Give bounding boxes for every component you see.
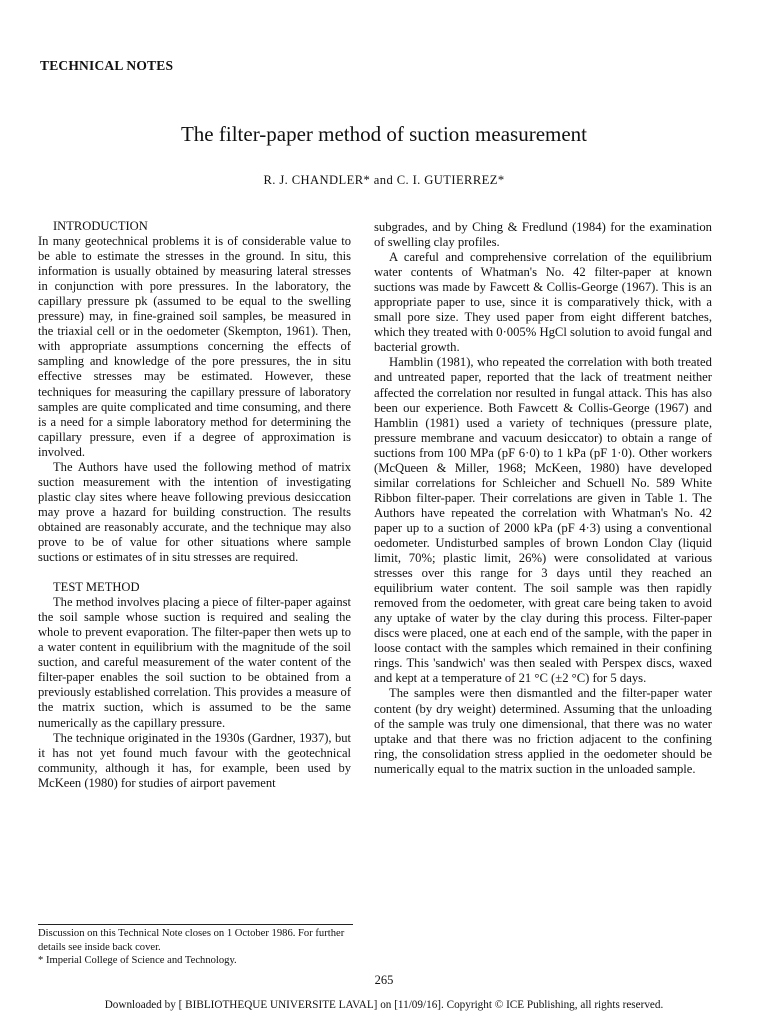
footnote-divider [38,924,353,925]
footnote-discussion: Discussion on this Technical Note closes on 1 October 1986. For further details see inside back cover. [38,928,345,953]
left-column [38,219,351,791]
footnote-affiliation: * Imperial College of Science and Technology. [38,955,237,967]
introduction-paragraph-1: In many geotechnical problems it is of considerable value to be able to estimate the stresses in the ground. In situ, this information is usually obtained by measuring lateral stresses in conjunction with pore pressures. In the laboratory, the capillary pressure pk (assumed to be equal to the swelling pressure) may, in fine-grained soil samples, be measured in the triaxial cell or in the oedometer (Skempton, 1961). Then, with appropriate assumptions concerning the effects of sampling and knowledge of the pore pressures, the in situ effective stresses may be estimated. However, these techniques for measuring the capillary pressure of laboratory samples are quite complicated and time consuming, and there is a need for a simple laboratory method for determining the capillary pressure, even if a degree of approximation is involved. [38,234,351,459]
test-method-paragraph-2: The technique originated in the 1930s (Gardner, 1937), but it has not yet found much favour with the geotechnical community, although it has, for example, been used by McKeen (1980) for studies of airport pavement [38,730,351,790]
introduction-paragraph-2: The Authors have used the following method of matrix suction measurement with the intention of investigating plastic clay sites where heave following previous desiccation may prove a hazard for building construction. The results obtained are reasonably accurate, and the technique may also prove to be of value for other situations where sample suctions or estimates of in situ stresses are required. [38,459,351,565]
page-number: 265 [374,973,394,987]
section-label: TECHNICAL NOTES [40,58,174,73]
right-paragraph-1: A careful and comprehensive correlation of the equilibrium water contents of Whatman's No. 42 filter-paper at known suctions was made by Fawcett & Collis-George (1967). This is an appropriate paper to use, since it is comparatively thick, with a small pore size. They used paper from eight different batches, which they treated with 0·005% HgCl solution to avoid fungal and bacterial growth. [374,250,712,355]
right-paragraph-continued: subgrades, and by Ching & Fredlund (1984) for the examination of swelling clay profiles. [374,220,712,250]
right-paragraph-2: Hamblin (1981), who repeated the correlation with both treated and untreated paper, reported that the lack of treatment neither affected the correlation nor resulted in fungal attack. This has also been our experience. Both Fawcett & Collis-George (1967) and Hamblin (1981) used a variety of techniques (pressure plate, pressure membrane and vacuum desiccator) to obtain a range of suctions from 100 MPa (pF 6·0) to 1 kPa (pF 1·0). Other workers (McQueen & Miller, 1968; McKeen, 1980) have developed similar correlations for Schleicher and Schuell No. 589 White Ribbon filter-paper. Their correlations are given in Table 1. The Authors have repeated the correlation with Whatman's No. 42 paper up to a suction of 2000 kPa (pF 4·3) using a conventional oedometer. Undisturbed samples of brown London Clay (liquid limit, 70%; plastic limit, 26%) were consolidated at various stresses over this range for 3 days until they reached an equilibrium water content. The soil sample was then rapidly removed from the oedometer, with great care being taken to avoid any uptake of water by the clay during this process. Filter-paper discs were placed, one at each end of the sample, with the paper in loose contact with the samples which remained in their confining rings. This 'sandwich' was then sealed with Perspex discs, waxed and kept at a temperature of 21 °C (±2 °C) for 5 days. [374,355,712,686]
download-notice: Downloaded by [ BIBLIOTHEQUE UNIVERSITE LAVAL] on [11/09/16]. Copyright © ICE Publishing, all rights reserved. [104,999,664,1011]
right-paragraph-3: The samples were then dismantled and the filter-paper water content (by dry weight) determined. Assuming that the unloading of the sample was truly one dimensional, that there was no water uptake and that there was no friction adjacent to the confining ring, the consolidation stress applied in the oedometer should be numerically equal to the matrix suction in the unloaded sample. [374,686,712,776]
article-title: The filter-paper method of suction measurement [180,122,587,146]
test-method-paragraph-1: The method involves placing a piece of filter-paper against the soil sample whose suction is required and sealing the whole to prevent evaporation. The filter-paper then wets up to a water content in equilibrium with the magnitude of the soil suction, and careful measurement of the water content of the filter-paper enables the soil suction to be obtained from a previously established correlation. This provides a measure of the matrix suction, which is assumed to be the same numerically as the capillary pressure. [38,595,351,730]
test-method-heading: TEST METHOD [53,580,140,595]
footnotes [38,927,353,968]
introduction-heading: INTRODUCTION [53,219,148,233]
right-column [374,220,712,777]
article-authors: R. J. CHANDLER* and C. I. GUTIERREZ* [263,173,505,187]
